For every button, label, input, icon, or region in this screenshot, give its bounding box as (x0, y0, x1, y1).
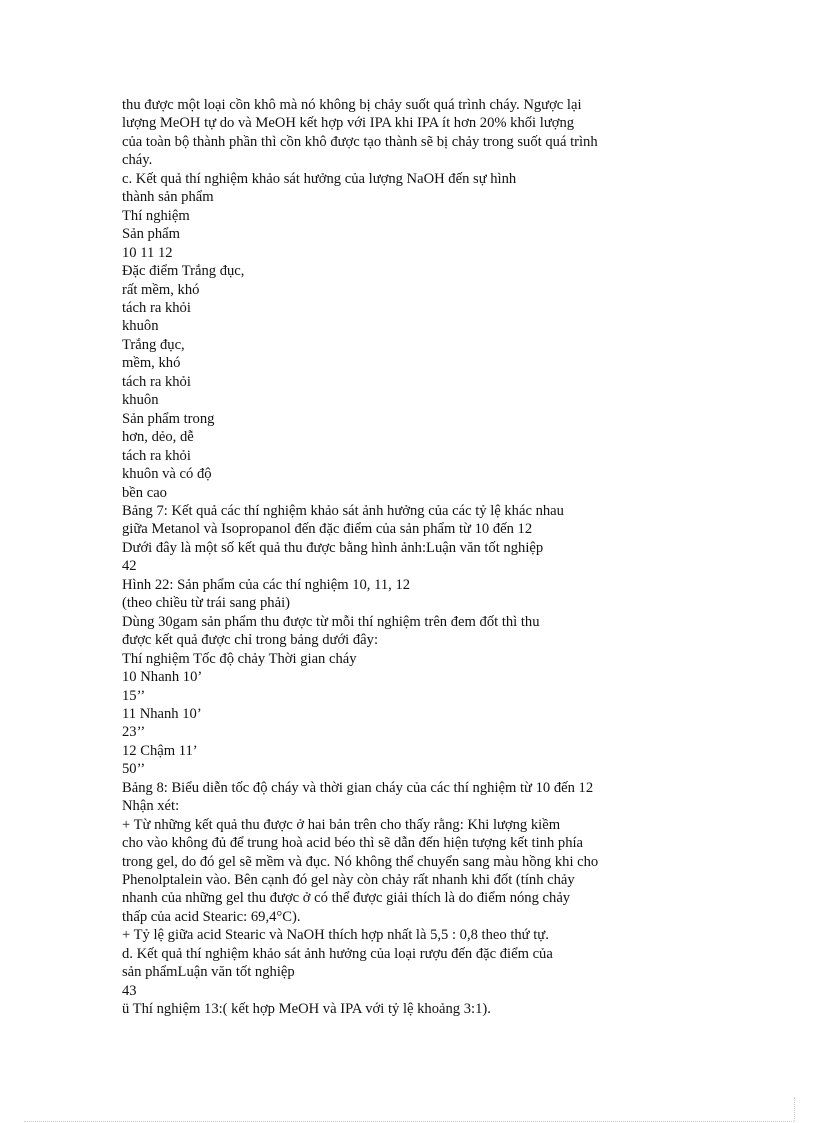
text-line: + Từ những kết quả thu được ở hai bản trên cho thấy rằng: Khi lượng kiềm (122, 816, 561, 833)
text-line: thành sản phẩm (122, 189, 214, 206)
text-line: của toàn bộ thành phần thì cồn khô được tạo thành sẽ bị chảy trong suốt quá trình (122, 133, 598, 150)
document-body-text (122, 96, 682, 1019)
text-line: sản phẩmLuận văn tốt nghiệp (122, 964, 295, 981)
page-corner-border (794, 1097, 795, 1121)
text-line: rất mềm, khó (122, 281, 200, 298)
text-line: cháy. (122, 152, 153, 169)
text-line: Bảng 8: Biểu diễn tốc độ cháy và thời gian cháy của các thí nghiệm từ 10 đến 12 (122, 779, 594, 796)
text-line: cho vào không đủ để trung hoà acid béo thì sẽ dẫn đến hiện tượng kết tinh phía (122, 835, 584, 852)
text-line: tách ra khỏi (122, 373, 191, 390)
text-line: 50’’ (122, 761, 146, 778)
text-line: (theo chiều từ trái sang phải) (122, 595, 290, 612)
text-line: 43 (122, 982, 137, 999)
text-line: Phenolptalein vào. Bên cạnh đó gel này còn chảy rất nhanh khi đốt (tính chảy (122, 872, 575, 889)
text-line: lượng MeOH tự do và MeOH kết hợp với IPA khi IPA ít hơn 20% khối lượng (122, 115, 575, 132)
text-line: 10 Nhanh 10’ (122, 669, 203, 686)
text-line: + Tỷ lệ giữa acid Stearic và NaOH thích hợp nhất là 5,5 : 0,8 theo thứ tự. (122, 927, 549, 944)
text-line: 10 11 12 (122, 244, 173, 261)
text-line: nhanh của những gel thu được ở có thể được giải thích là do điểm nóng chảy (122, 890, 571, 907)
text-line: thu được một loại cồn khô mà nó không bị chảy suốt quá trình cháy. Ngược lại (122, 97, 582, 113)
text-line: Nhận xét: (122, 798, 180, 815)
text-line: Đặc điểm Trắng đục, (122, 263, 245, 280)
text-line: 11 Nhanh 10’ (122, 705, 202, 722)
text-line: được kết quả được chỉ trong bảng dưới đây: (122, 632, 378, 649)
text-line: Trắng đục, (122, 336, 185, 353)
text-line: c. Kết quả thí nghiệm khảo sát hưởng của lượng NaOH đến sự hình (122, 170, 517, 187)
text-line: Sản phẩm (122, 226, 180, 243)
text-line: 23’’ (122, 724, 146, 741)
text-line: Bảng 7: Kết quả các thí nghiệm khảo sát ảnh hưởng của các tỷ lệ khác nhau (122, 502, 564, 519)
text-line: thấp của acid Stearic: 69,4°C). (122, 908, 301, 925)
text-line: giữa Metanol và Isopropanol đến đặc điểm của sản phẩm từ 10 đến 12 (122, 521, 533, 538)
text-line: Thí nghiệm (122, 207, 190, 224)
text-line: Dưới đây là một số kết quả thu được bằng hình ảnh:Luận văn tốt nghiệp (122, 539, 544, 556)
text-line: khuôn và có độ (122, 466, 212, 483)
text-line: khuôn (122, 318, 159, 335)
text-line: 42 (122, 558, 137, 575)
text-line: Hình 22: Sản phẩm của các thí nghiệm 10, 11, 12 (122, 576, 411, 593)
text-line: Sản phẩm trong (122, 410, 215, 427)
text-line: mềm, khó (122, 355, 181, 372)
text-line: trong gel, do đó gel sẽ mềm và đục. Nó không thể chuyển sang màu hồng khi cho (122, 853, 599, 870)
text-line: d. Kết quả thí nghiệm khảo sát ảnh hưởng của loại rượu đến đặc điểm của (122, 945, 553, 962)
text-line: tách ra khỏi (122, 299, 191, 316)
text-line: ü Thí nghiệm 13:( kết hợp MeOH và IPA với tỷ lệ khoảng 3:1). (122, 1001, 491, 1018)
text-line: bền cao (122, 484, 167, 501)
text-line: khuôn (122, 392, 159, 409)
text-line: Dùng 30gam sản phẩm thu được từ mỗi thí nghiệm trên đem đốt thì thu (122, 613, 540, 630)
text-line: 12 Chậm 11’ (122, 742, 198, 759)
text-line: 15’’ (122, 687, 146, 704)
page-bottom-border (24, 1121, 794, 1122)
text-line: tách ra khỏi (122, 447, 191, 464)
text-line: hơn, dẻo, dễ (122, 429, 194, 446)
text-line: Thí nghiệm Tốc độ chảy Thời gian cháy (122, 650, 357, 667)
